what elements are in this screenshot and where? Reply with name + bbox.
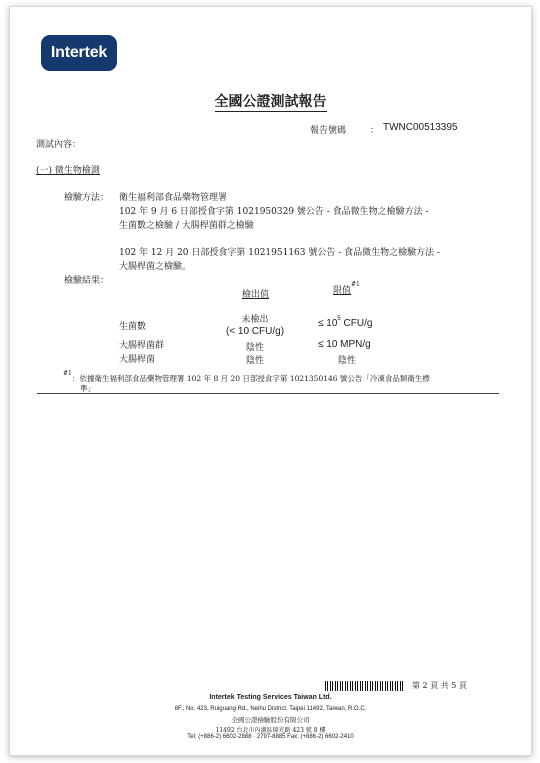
- result-value-3: 陰性: [245, 356, 264, 366]
- result-limit-2: ≤ 10 MPN/g: [318, 339, 371, 350]
- method-line-2: 生菌數之檢驗 / 大腸桿菌群之檢驗: [119, 221, 254, 231]
- report-title: 全國公證測試報告: [214, 94, 327, 110]
- method-line-1: 102 年 9 月 6 日部授食字第 1021950329 號公告 - 食品微生物之檢驗方法 -: [119, 207, 429, 217]
- column-limit-header: 限值$^{\#1}$: [333, 281, 360, 296]
- footer-address-cn: 11492 台北市內湖區瑞光路 423 號 8 樓: [215, 727, 326, 734]
- result-value-1b: (< 10 CFU/g): [225, 326, 285, 337]
- report-page: [9, 6, 532, 756]
- report-number-label: 報告號碼: [310, 126, 347, 136]
- result-item-1: 生菌數: [119, 322, 147, 332]
- footnote-line-1: ：依據衛生福利部食品藥物管理署 102 年 8 月 20 日部授食字第 1021350146 號公告「冷凍食品類衛生標: [72, 374, 430, 383]
- divider: [37, 393, 499, 394]
- method-line-3: 102 年 12 月 20 日部授食字第 1021951163 號公告 - 食品微生物之檢驗方法 -: [119, 248, 441, 258]
- footer-company: Intertek Testing Services Taiwan Ltd.: [209, 694, 332, 701]
- result-limit-3: 陰性: [338, 356, 357, 366]
- result-value-1a: 未檢出: [241, 315, 269, 325]
- method-label: 檢驗方法：: [64, 193, 110, 203]
- page-info: 第 2 頁 共 5 頁: [412, 681, 467, 690]
- footnote-mark: #1: [63, 370, 72, 377]
- barcode: [325, 681, 405, 691]
- results-label: 檢驗結果：: [64, 276, 110, 286]
- footer-contact: Tel: (+886-2) 6602-2888 · 2797-8885 Fax: (+886-2) 6602-2410: [187, 734, 354, 740]
- result-value-2: 陰性: [245, 343, 264, 353]
- result-item-3: 大腸桿菌: [119, 355, 156, 365]
- report-number-colon: ：: [370, 126, 380, 136]
- footer-company-cn: 全國公證檢驗股份有限公司: [231, 716, 310, 724]
- method-agency: 衛生福利部食品藥物管理署: [119, 193, 228, 203]
- result-item-2: 大腸桿菌群: [119, 341, 165, 351]
- test-content-label: 測試內容：: [36, 140, 82, 150]
- report-number: TWNC00513395: [383, 122, 458, 133]
- section-title: (一) 微生物檢測: [36, 166, 100, 176]
- footer-address: 8F., No. 423, Ruiguang Rd., Neihu District, Taipei 11492, Taiwan, R.O.C.: [174, 706, 367, 712]
- footnote-line-2: 準」: [80, 384, 95, 393]
- result-limit-1: ≤ $10^5$ CFU/g: [318, 316, 373, 329]
- column-detected-header: 檢出值: [242, 290, 270, 300]
- method-line-4: 大腸桿菌之檢驗。: [119, 262, 192, 272]
- intertek-logo: Intertek: [41, 35, 117, 71]
